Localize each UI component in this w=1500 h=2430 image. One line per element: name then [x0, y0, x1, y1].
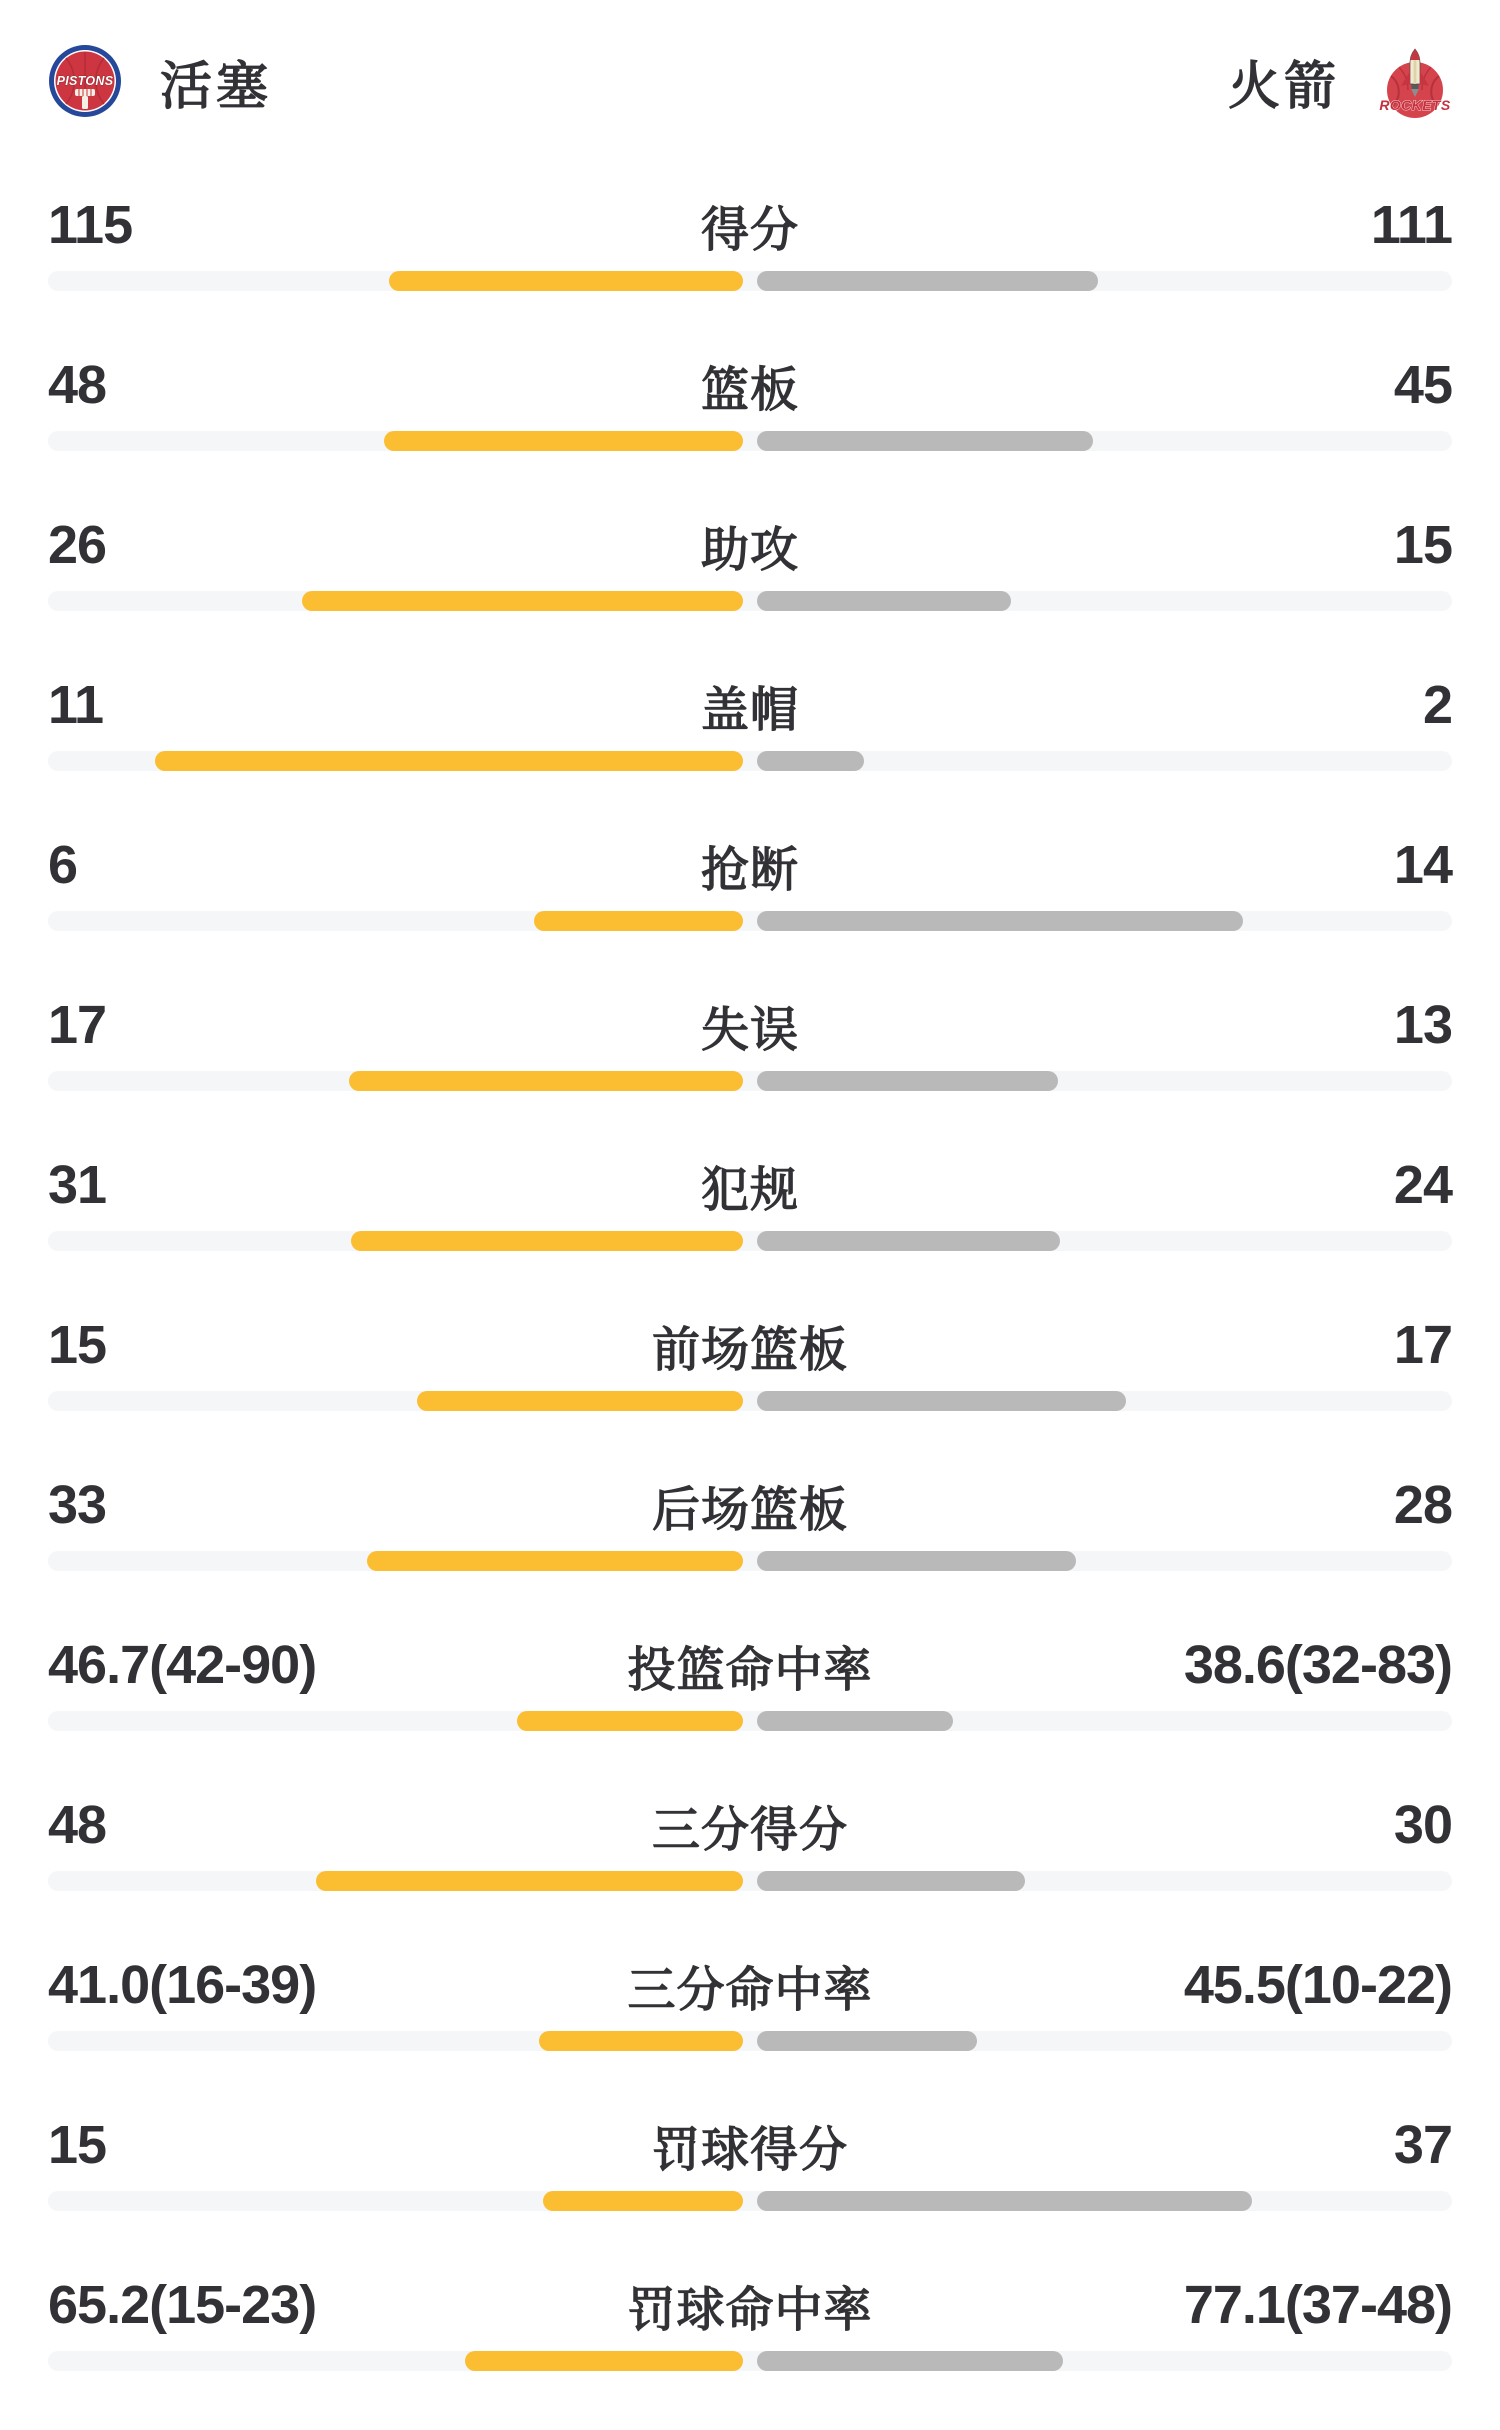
- stat-text-line: [48, 1790, 1452, 1860]
- stat-value-home: 11: [48, 675, 104, 735]
- team-name-home: 活塞: [160, 57, 273, 116]
- stat-bar-track: [48, 1871, 1452, 1891]
- stat-text-line: [48, 190, 1452, 260]
- stat-text-line: [48, 1950, 1452, 2020]
- stat-bar-home: [155, 751, 743, 771]
- stat-bar-home: [384, 431, 743, 451]
- stat-text-line: [48, 350, 1452, 420]
- stat-bar-away: [757, 1871, 1025, 1891]
- stat-value-home: 115: [48, 195, 133, 255]
- stat-value-away: 37: [1393, 2115, 1452, 2175]
- stat-bar-away: [757, 1551, 1076, 1571]
- stat-bar-away: [757, 1071, 1058, 1091]
- stat-bar-away: [757, 591, 1011, 611]
- stat-label: 投篮命中率: [627, 1643, 873, 1697]
- stat-bar-track: [48, 2351, 1452, 2371]
- stat-value-home: 17: [48, 995, 107, 1055]
- stat-value-home: 48: [48, 1795, 107, 1855]
- stat-bar-track: [48, 271, 1452, 291]
- stat-bar-home: [417, 1391, 743, 1411]
- svg-text:ROCKETS: ROCKETS: [1379, 97, 1451, 113]
- stat-value-home: 26: [48, 515, 107, 575]
- stat-label: 盖帽: [700, 683, 800, 737]
- stat-row: [48, 2270, 1452, 2430]
- stat-label: 助攻: [700, 523, 800, 577]
- stat-row: [48, 1150, 1452, 1310]
- stat-bar-track: [48, 591, 1452, 611]
- stat-row: [48, 1950, 1452, 2110]
- stat-label: 罚球得分: [651, 2123, 849, 2177]
- stat-value-home: 15: [48, 1315, 107, 1375]
- stat-bar-track: [48, 1711, 1452, 1731]
- stat-bar-home: [349, 1071, 743, 1091]
- stat-label: 罚球命中率: [627, 2283, 873, 2337]
- stat-row: [48, 2110, 1452, 2270]
- stat-bar-track: [48, 911, 1452, 931]
- stat-bar-track: [48, 1391, 1452, 1411]
- stat-bar-home: [543, 2191, 743, 2211]
- stat-value-home: 41.0(16-39): [48, 1955, 317, 2015]
- stat-text-line: [48, 1150, 1452, 1220]
- stat-row: [48, 1470, 1452, 1630]
- stat-bar-away: [757, 2031, 977, 2051]
- header: [48, 0, 1452, 118]
- stat-row: [48, 1630, 1452, 1790]
- stat-value-away: 13: [1393, 995, 1452, 1055]
- stat-value-home: 65.2(15-23): [48, 2275, 317, 2335]
- stat-value-away: 111: [1370, 195, 1452, 255]
- stat-bar-track: [48, 1551, 1452, 1571]
- stats-list: [48, 190, 1452, 2430]
- stat-bar-away: [757, 431, 1093, 451]
- stat-bar-home: [302, 591, 743, 611]
- stat-value-home: 31: [48, 1155, 107, 1215]
- stat-value-away: 15: [1393, 515, 1452, 575]
- stat-bar-track: [48, 1231, 1452, 1251]
- stat-bar-away: [757, 911, 1243, 931]
- stat-label: 失误: [700, 1003, 800, 1057]
- stat-value-away: 30: [1393, 1795, 1452, 1855]
- stat-value-away: 24: [1393, 1155, 1452, 1215]
- stat-bar-home: [351, 1231, 743, 1251]
- team-home: [48, 44, 272, 119]
- stat-value-away: 38.6(32-83): [1183, 1635, 1452, 1695]
- stat-row: [48, 350, 1452, 510]
- stat-value-home: 33: [48, 1475, 107, 1535]
- stat-row: [48, 990, 1452, 1150]
- stat-value-home: 6: [48, 835, 78, 895]
- stat-label: 得分: [700, 203, 800, 257]
- stat-label: 篮板: [700, 363, 800, 417]
- stat-text-line: [48, 990, 1452, 1060]
- stat-bar-home: [367, 1551, 743, 1571]
- stat-value-away: 17: [1393, 1315, 1452, 1375]
- stat-label: 抢断: [700, 843, 800, 897]
- stat-label: 犯规: [700, 1163, 800, 1217]
- stat-label: 三分得分: [651, 1803, 849, 1857]
- stat-value-home: 48: [48, 355, 107, 415]
- stat-text-line: [48, 1310, 1452, 1380]
- stat-row: [48, 190, 1452, 350]
- stat-bar-away: [757, 751, 864, 771]
- stat-bar-track: [48, 2191, 1452, 2211]
- stat-bar-home: [316, 1871, 743, 1891]
- stat-value-away: 77.1(37-48): [1183, 2275, 1452, 2335]
- stat-bar-track: [48, 2031, 1452, 2051]
- pistons-logo-icon: [48, 44, 122, 118]
- stat-bar-away: [757, 2351, 1063, 2371]
- stat-text-line: [48, 2270, 1452, 2340]
- stat-bar-track: [48, 1071, 1452, 1091]
- stat-bar-away: [757, 1711, 953, 1731]
- stat-value-away: 28: [1393, 1475, 1452, 1535]
- stat-text-line: [48, 510, 1452, 580]
- stat-value-home: 46.7(42-90): [48, 1635, 317, 1695]
- stat-row: [48, 1310, 1452, 1470]
- stat-row: [48, 1790, 1452, 1950]
- stat-bar-home: [465, 2351, 743, 2371]
- rockets-logo-icon: [1378, 44, 1452, 118]
- stat-value-away: 45: [1393, 355, 1452, 415]
- stat-text-line: [48, 1630, 1452, 1700]
- stat-text-line: [48, 1470, 1452, 1540]
- stat-text-line: [48, 2110, 1452, 2180]
- stat-bar-track: [48, 751, 1452, 771]
- stat-row: [48, 670, 1452, 830]
- stat-text-line: [48, 830, 1452, 900]
- team-name-away: 火箭: [1227, 57, 1340, 116]
- stat-bar-home: [534, 911, 743, 931]
- stat-bar-home: [389, 271, 743, 291]
- stat-value-away: 2: [1422, 675, 1452, 735]
- stat-label: 后场篮板: [651, 1483, 849, 1537]
- stat-bar-track: [48, 431, 1452, 451]
- stat-text-line: [48, 670, 1452, 740]
- stat-bar-away: [757, 271, 1098, 291]
- stat-bar-away: [757, 2191, 1252, 2211]
- stat-row: [48, 510, 1452, 670]
- stat-bar-away: [757, 1391, 1126, 1411]
- stat-label: 三分命中率: [627, 1963, 873, 2017]
- svg-text:PISTONS: PISTONS: [56, 74, 114, 88]
- stat-row: [48, 830, 1452, 990]
- stat-value-home: 15: [48, 2115, 107, 2175]
- stat-label: 前场篮板: [651, 1323, 849, 1377]
- stat-bar-away: [757, 1231, 1060, 1251]
- stat-value-away: 14: [1393, 835, 1452, 895]
- stat-value-away: 45.5(10-22): [1183, 1955, 1452, 2015]
- stat-bar-home: [517, 1711, 743, 1731]
- team-away: [1228, 44, 1452, 119]
- stat-bar-home: [539, 2031, 743, 2051]
